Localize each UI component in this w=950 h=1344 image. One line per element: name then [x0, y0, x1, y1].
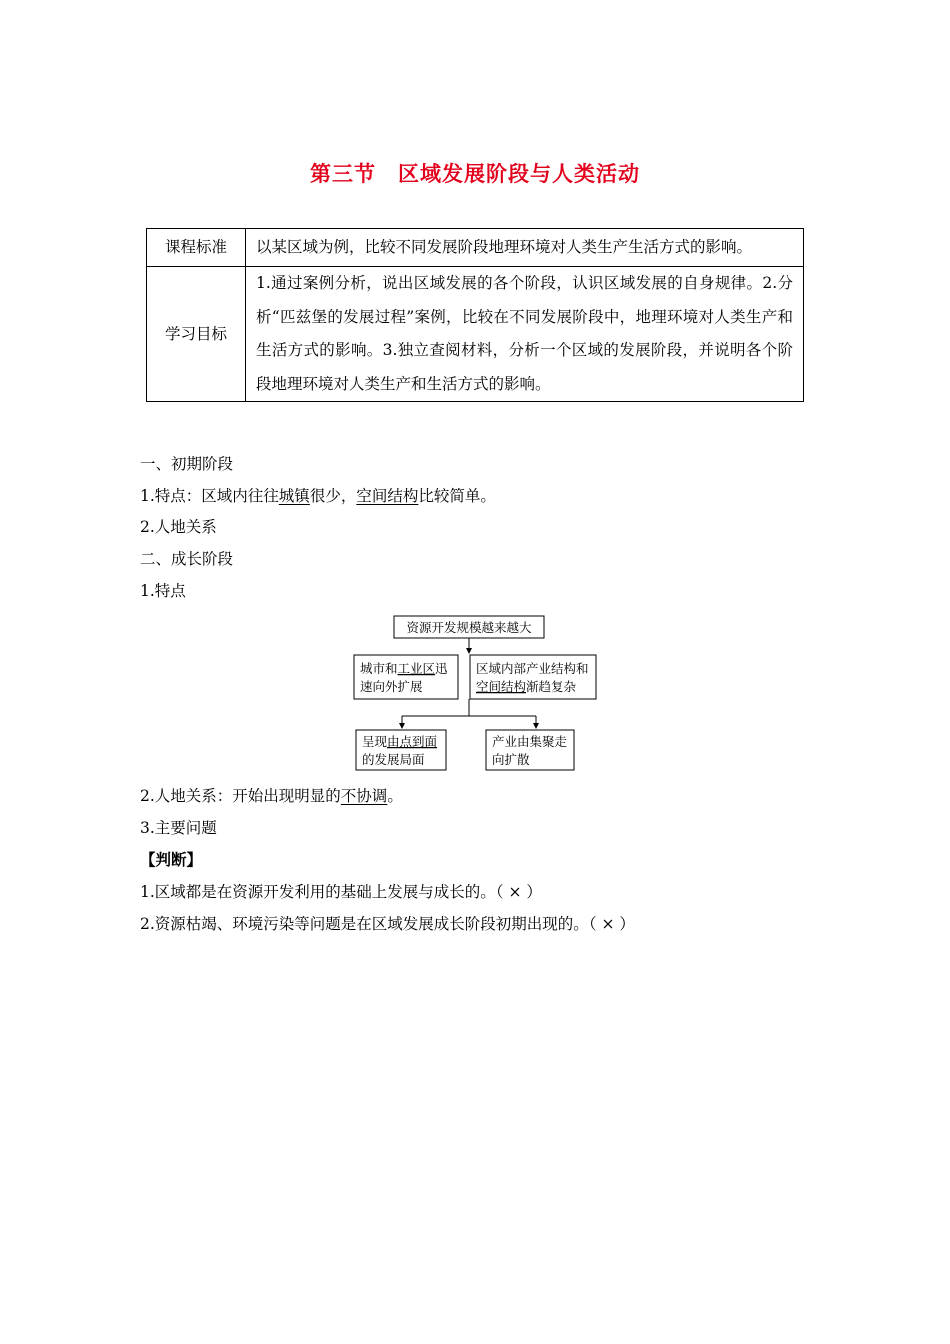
growth-problems-line: 3.主要问题 — [140, 819, 217, 837]
row-content-standard: 以某区域为例，比较不同发展阶段地理环境对人类生产生活方式的影响。 — [246, 229, 804, 267]
text: 2.人地关系：开始出现明显的 — [140, 787, 341, 805]
curriculum-standards-table — [146, 228, 804, 402]
growth-stage-flow-diagram — [350, 608, 600, 774]
diagram-text: 区域内部产业结构和 — [476, 661, 589, 676]
underlined-term: 空间结构 — [356, 487, 419, 505]
row-content-objectives: 1.通过案例分析，说出区域发展的各个阶段，认识区域发展的自身规律。2.分析“匹兹堡的发展过程”案例，比较在不同发展阶段中，地理环境对人类生产和生活方式的影响。3.独立查阅材料，分析一个区域的发展阶段，并说明各个阶段地理环境对人类生产和生活方式的影响。 — [246, 267, 804, 402]
diagram-text: 空间结构渐趋复杂 — [476, 679, 577, 694]
section-heading-initial: 一、初期阶段 — [140, 455, 234, 473]
text: 比较简单。 — [418, 487, 496, 505]
diagram-text-top: 资源开发规模越来越大 — [406, 620, 532, 635]
text: 很少， — [309, 487, 357, 505]
underlined-term: 城镇 — [278, 487, 310, 505]
judge-heading: 【判断】 — [140, 850, 203, 869]
diagram-text: 产业由集聚走 — [492, 734, 568, 749]
initial-feature-line — [140, 486, 496, 506]
section-heading-growth: 二、成长阶段 — [140, 550, 234, 568]
diagram-text: 城市和工业区迅 — [360, 661, 448, 676]
diagram-text: 向扩散 — [492, 752, 530, 767]
growth-feature-line: 1.特点 — [140, 582, 186, 600]
judge-item-2: 2.资源枯竭、环境污染等问题是在区域发展成长阶段初期出现的。（ × ） — [140, 915, 635, 933]
underlined-term: 不协调 — [340, 787, 388, 805]
growth-relation-line — [140, 786, 403, 806]
diagram-text: 的发展局面 — [362, 752, 425, 767]
text: 1.特点：区域内往往 — [140, 487, 279, 505]
text: 。 — [387, 787, 403, 805]
page-title: 第三节 区域发展阶段与人类活动 — [310, 161, 640, 186]
table-row — [147, 267, 804, 402]
diagram-text: 呈现由点到面 — [362, 734, 438, 749]
initial-relation-line: 2.人地关系 — [140, 518, 217, 536]
row-label-objectives: 学习目标 — [147, 267, 246, 402]
table-row — [147, 229, 804, 267]
judge-item-1: 1.区域都是在资源开发利用的基础上发展与成长的。（ × ） — [140, 883, 542, 901]
diagram-text: 速向外扩展 — [360, 679, 423, 694]
row-label-standard: 课程标准 — [147, 229, 246, 267]
